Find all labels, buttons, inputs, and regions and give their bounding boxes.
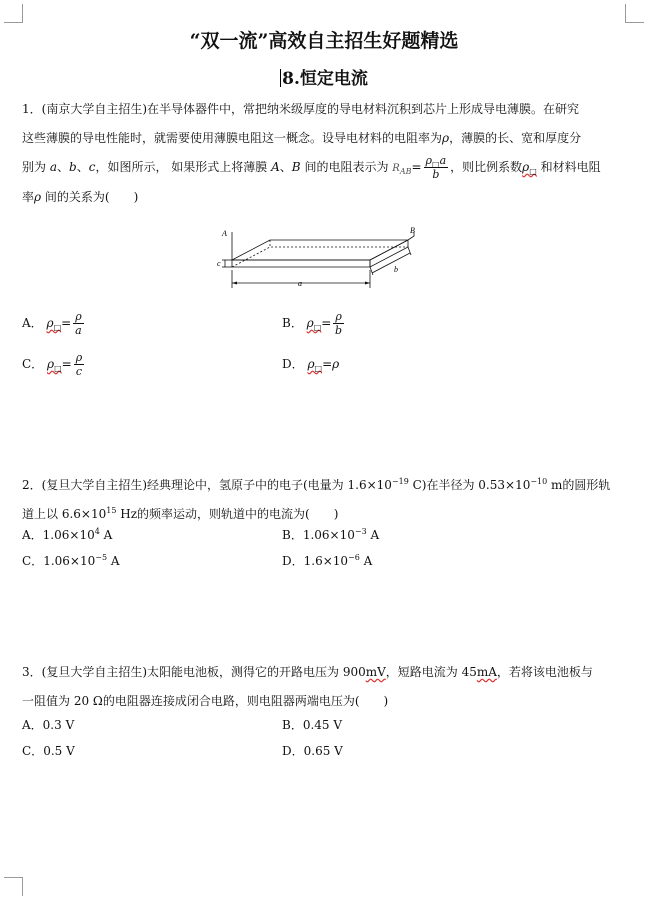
question-1 (22, 95, 622, 212)
film-front-face (232, 260, 370, 267)
page-corner-mark-top-right (625, 4, 644, 23)
q3-option-c[interactable]: C．0.5 V (22, 744, 75, 758)
q1-option-c[interactable]: C． $\rho_□=$ $\frac{\rho}{c}$ (22, 351, 83, 378)
q2-line-1: 2．(复旦大学自主招生)经典理论中，氢原子中的电子(电量为 $1.6\times 10^{-19}$ C)在半径为 $0.53\times 10^{-10}$ m的圆形轨 (22, 477, 611, 492)
q3-line-2: 一阻值为 20 Ω的电阻器连接成闭合电路，则电阻器两端电压为( ) (22, 694, 389, 708)
page-corner-mark-top-left (4, 4, 23, 23)
q1-option-b[interactable]: B． $\rho_□=$ $\frac{\rho}{b}$ (282, 310, 343, 337)
thin-film-figure (212, 226, 428, 296)
page-corner-mark-bottom-left (4, 877, 23, 896)
q1-line-2: 这些薄膜的导电性能时，就需要使用薄膜电阻这一概念。设导电材料的电阻率为ρ，薄膜的长、宽和厚度分 (22, 131, 582, 145)
film-top-face (232, 240, 408, 260)
figure-label-thickness: c (217, 259, 221, 268)
film-hidden-edges (232, 247, 408, 267)
figure-label-a-electrode: A (222, 229, 227, 238)
document-title: “双一流”高效自主招生好题精选 (189, 30, 459, 52)
q1-line-3: 别为 a、b、c，如图所示， 如果形式上将薄膜 A、B 间的电阻表示为 $R_{AB}=$ $\frac{\rho_□a}{b}$ ，则比例系数$\rho_□$ 和材料电阻 (22, 154, 601, 181)
q1-line-1: 1．(南京大学自主招生)在半导体器件中，常把纳米级厚度的导电材料沉积到芯片上形成导电薄膜。在研究 (22, 102, 580, 116)
q1-line-4: 率ρ 间的关系为( ) (22, 190, 139, 204)
q2-option-b[interactable]: B．$1.06\times 10^{-3}$ A (282, 527, 380, 542)
q2-line-2: 道上以 $6.6\times 10^{15}$ Hz的频率运动，则轨道中的电流为( ) (22, 506, 339, 521)
figure-label-b-electrode: B (410, 226, 415, 235)
question-3 (22, 658, 622, 716)
figure-label-length: a (298, 279, 302, 288)
q3-option-b[interactable]: B．0.45 V (282, 718, 343, 732)
q2-option-a[interactable]: A．$1.06\times 10^4$ A (22, 527, 113, 542)
figure-label-width: b (394, 265, 398, 274)
resistance-fraction: $\frac{\rho_□a}{b}$ (425, 154, 447, 181)
question-2 (22, 471, 622, 529)
q3-option-a[interactable]: A．0.3 V (22, 718, 75, 732)
q3-option-d[interactable]: D．0.65 V (282, 744, 343, 758)
q1-option-d[interactable]: D． $\rho_□=\rho$ (282, 357, 340, 373)
section-title[interactable]: 8.恒定电流 (282, 69, 368, 89)
film-right-face (370, 240, 408, 267)
q3-line-1: 3．(复旦大学自主招生)太阳能电池板，测得它的开路电压为 900mV，短路电流为 45mA，若将该电池板与 (22, 665, 593, 679)
q1-option-a[interactable]: A． $\rho_□=$ $\frac{\rho}{a}$ (22, 310, 82, 337)
q2-option-d[interactable]: D．$1.6\times 10^{-6}$ A (282, 553, 373, 568)
q2-option-c[interactable]: C．$1.06\times 10^{-5}$ A (22, 553, 120, 568)
text-cursor (280, 69, 281, 87)
